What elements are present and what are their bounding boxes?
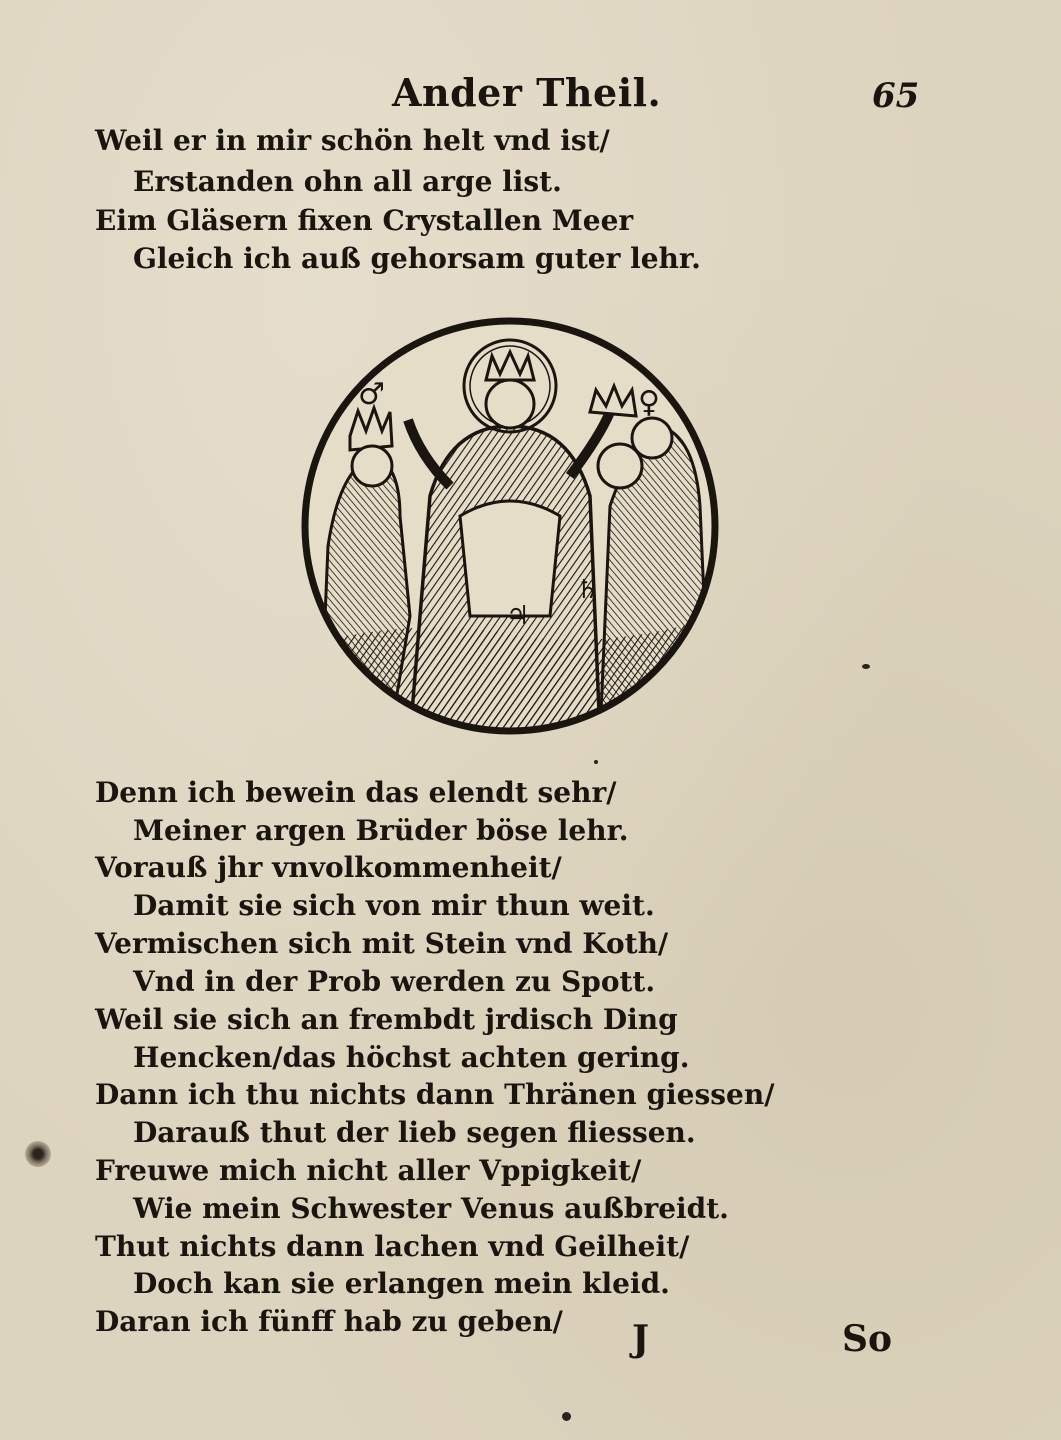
verse-line: Thut nichts dann lachen vnd Geilheit/ xyxy=(95,1230,690,1263)
ink-speck xyxy=(594,760,598,764)
verse-line: Weil er in mir schön helt vnd ist/ xyxy=(95,124,610,157)
verse-line: Denn ich bewein das elendt sehr/ xyxy=(95,776,617,809)
verse-line: Hencken/das höchst achten gering. xyxy=(133,1041,690,1074)
running-head: Ander Theil. xyxy=(392,70,662,115)
verse-line: Weil sie sich an frembdt jrdisch Ding xyxy=(95,1003,678,1036)
verse-line: Vnd in der Prob werden zu Spott. xyxy=(133,965,656,998)
mars-symbol: ♂ xyxy=(358,377,385,412)
ink-speck xyxy=(562,1412,571,1421)
binding-hole-icon xyxy=(25,1141,51,1167)
verse-line: Gleich ich auß gehorsam guter lehr. xyxy=(133,242,701,275)
verse-line: Vermischen sich mit Stein vnd Koth/ xyxy=(95,927,669,960)
verse-line: Wie mein Schwester Venus außbreidt. xyxy=(133,1192,729,1225)
page-number: 65 xyxy=(872,76,920,116)
verse-line: Vorauß jhr vnvolkommenheit/ xyxy=(95,851,562,884)
verse-line: Dann ich thu nichts dann Thränen giessen/ xyxy=(95,1078,775,1111)
verse-line: Eim Gläsern fixen Crystallen Meer xyxy=(95,204,634,237)
page-header xyxy=(0,62,1061,122)
saturn-symbol: ♄ xyxy=(576,575,600,605)
venus-symbol: ♀ xyxy=(638,385,660,420)
verse-line: Darauß thut der lieb segen fliessen. xyxy=(133,1116,696,1149)
verse-line: Erstanden ohn all arge list. xyxy=(133,165,562,198)
signature-mark: J xyxy=(632,1318,650,1360)
verse-line: Daran ich fünff hab zu geben/ xyxy=(95,1305,563,1338)
catchword: So xyxy=(842,1318,893,1360)
verse-line: Doch kan sie erlangen mein kleid. xyxy=(133,1267,670,1300)
verse-line: Meiner argen Brüder böse lehr. xyxy=(133,814,629,847)
verse-line: Damit sie sich von mir thun weit. xyxy=(133,889,655,922)
ink-speck xyxy=(862,664,870,669)
jupiter-symbol: ♃ xyxy=(506,601,530,631)
crowned-queen-woodcut-icon xyxy=(300,316,720,736)
verse-line: Freuwe mich nicht aller Vppigkeit/ xyxy=(95,1154,642,1187)
